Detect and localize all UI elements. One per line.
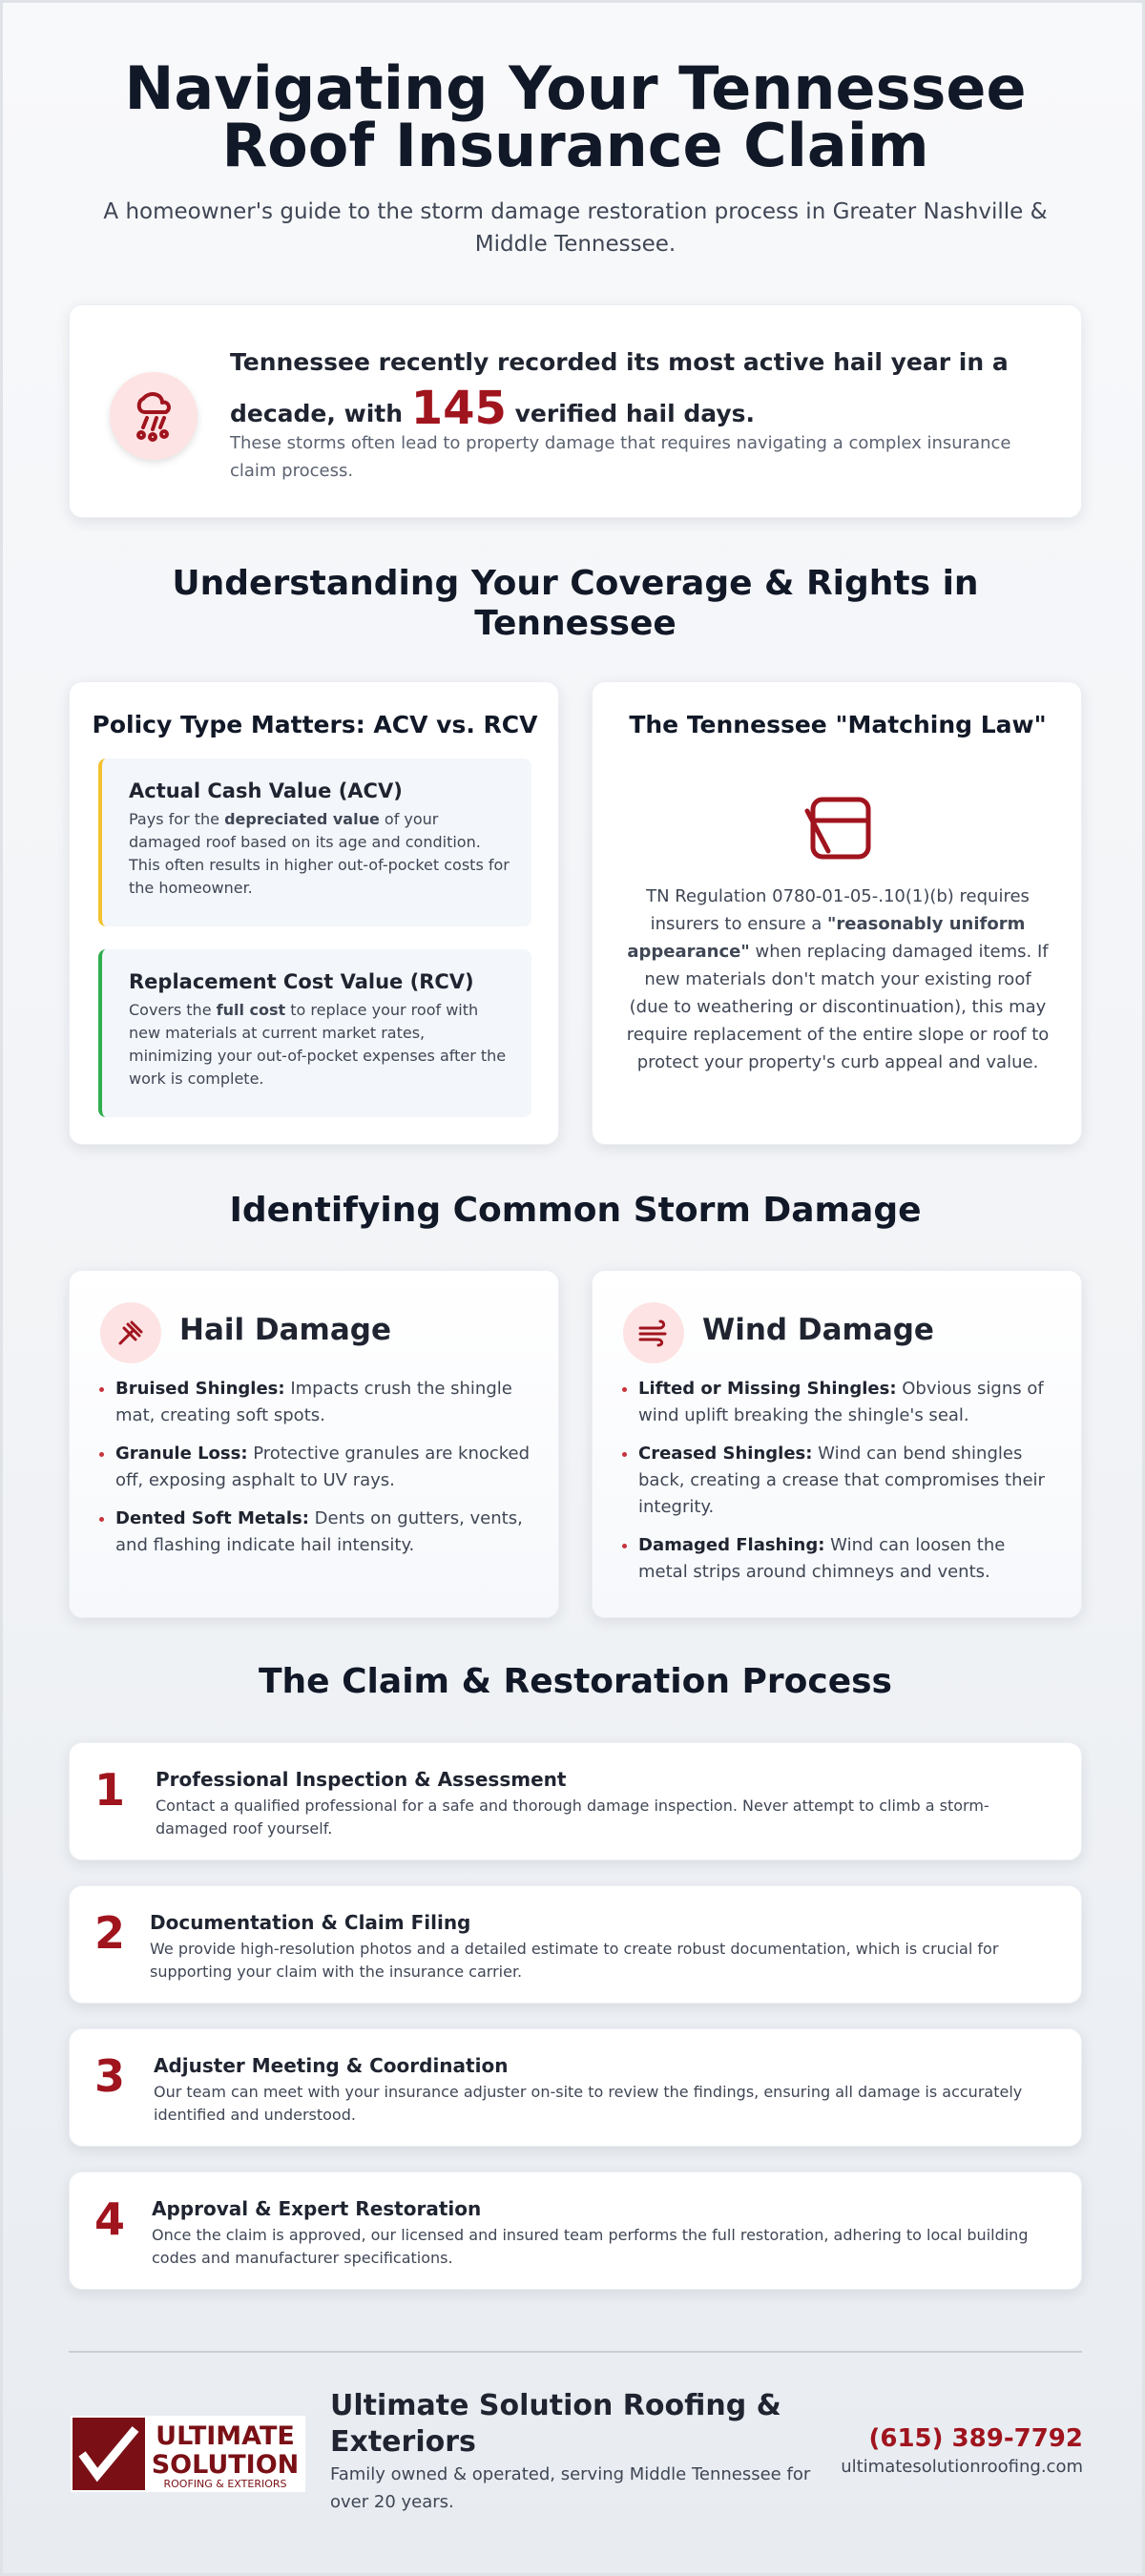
hail-damage-list bbox=[96, 1376, 535, 1570]
hail-days-number: 145 bbox=[410, 382, 507, 435]
rcv-title: Replacement Cost Value (RCV) bbox=[129, 970, 474, 993]
step-title: Adjuster Meeting & Coordination bbox=[154, 2054, 509, 2077]
wind-damage-list bbox=[619, 1376, 1058, 1597]
step-title: Professional Inspection & Assessment bbox=[156, 1768, 567, 1791]
acv-box bbox=[98, 758, 531, 926]
stat-headline-end: verified hail days. bbox=[506, 400, 756, 427]
hail-storm-icon bbox=[110, 372, 198, 460]
item-text: Dents on gutters, vents, and flashing indicate hail intensity. bbox=[115, 1508, 523, 1555]
wind-icon bbox=[623, 1302, 684, 1363]
item-label: Dented Soft Metals: bbox=[115, 1508, 309, 1528]
item-text: Obvious signs of wind uplift breaking the shingle's seal. bbox=[638, 1379, 1044, 1425]
matching-law-card bbox=[592, 681, 1082, 1145]
law-card-heading: The Tennessee "Matching Law" bbox=[629, 711, 1047, 738]
logo-line-1: ULTIMATE bbox=[156, 2421, 295, 2451]
item-text: Impacts crush the shingle mat, creating soft spots. bbox=[115, 1379, 512, 1425]
acv-text-start: Pays for the bbox=[129, 810, 225, 828]
list-item bbox=[619, 1441, 1058, 1521]
hail-damage-heading: Hail Damage bbox=[179, 1313, 391, 1347]
stat-note: These storms often lead to property damage that requires navigating a complex insurance claim process. bbox=[230, 433, 1011, 481]
coverage-section-title: Understanding Your Coverage & Rights in Tennessee bbox=[172, 564, 979, 643]
step-number: 4 bbox=[94, 2193, 126, 2245]
item-text: Protective granules are knocked off, exposing asphalt to UV rays. bbox=[115, 1444, 531, 1490]
damage-section-title: Identifying Common Storm Damage bbox=[229, 1191, 922, 1230]
website-link[interactable]: ultimatesolutionroofing.com bbox=[841, 2457, 1083, 2477]
company-tagline: Family owned & operated, serving Middle Tennessee for over 20 years. bbox=[330, 2464, 811, 2512]
list-item bbox=[96, 1376, 535, 1429]
logo-line-3: ROOFING & EXTERIORS bbox=[163, 2478, 287, 2490]
law-text-bold: "reasonably uniform appearance" bbox=[627, 914, 1026, 962]
list-item bbox=[619, 1376, 1058, 1429]
law-text-end: when replacing damaged items. If new materials don't match your existing roof (due to weathering or discontinuation), this may require replacement of the entire slope or roof to protect your property's curb appeal and value. bbox=[626, 942, 1050, 1072]
item-label: Lifted or Missing Shingles: bbox=[638, 1379, 897, 1399]
process-step bbox=[69, 2028, 1082, 2147]
list-item bbox=[96, 1506, 535, 1559]
law-text-start: TN Regulation 0780-01-05-.10(1)(b) requires insurers to ensure a bbox=[646, 886, 1030, 934]
page-title: Navigating Your Tennessee Roof Insurance Claim bbox=[124, 53, 1027, 180]
step-title: Approval & Expert Restoration bbox=[152, 2197, 482, 2220]
hail-damage-card bbox=[69, 1270, 559, 1618]
page-subtitle: A homeowner's guide to the storm damage restoration process in Greater Nashville & Middle Tennessee. bbox=[103, 199, 1048, 257]
list-item bbox=[619, 1532, 1058, 1586]
acv-description bbox=[129, 808, 510, 900]
item-text: Wind can loosen the metal strips around chimneys and vents. bbox=[638, 1535, 1006, 1582]
item-label: Granule Loss: bbox=[115, 1444, 248, 1464]
stat-headline-start: Tennessee recently recorded its most active hail year in a decade, with bbox=[230, 348, 1009, 427]
acv-title: Actual Cash Value (ACV) bbox=[129, 779, 403, 802]
rcv-text-end: to replace your roof with new materials at current market rates, minimizing your out-of-pocket expenses after the work is complete. bbox=[129, 1001, 507, 1088]
item-label: Bruised Shingles: bbox=[115, 1379, 285, 1399]
step-description: Once the claim is approved, our licensed and insured team performs the full restoration, adhering to local building codes and manufacturer specifications. bbox=[152, 2226, 1029, 2267]
policy-card-heading: Policy Type Matters: ACV vs. RCV bbox=[92, 711, 538, 738]
law-description bbox=[625, 883, 1051, 1076]
step-number: 2 bbox=[94, 1907, 126, 1959]
step-description: Our team can meet with your insurance adjuster on-site to review the findings, ensuring all damage is accurately identified and understood. bbox=[154, 2083, 1023, 2124]
hammer-icon bbox=[100, 1302, 161, 1363]
step-number: 3 bbox=[94, 2050, 126, 2102]
phone-link[interactable]: (615) 389-7792 bbox=[868, 2424, 1083, 2453]
stat-headline bbox=[230, 340, 1041, 437]
acv-text-end: of your damaged roof based on its age and condition. This often results in higher out-of-pocket costs for the homeowner. bbox=[129, 810, 510, 897]
process-section-title: The Claim & Restoration Process bbox=[259, 1662, 892, 1701]
matching-swatch-icon bbox=[800, 792, 876, 868]
process-step bbox=[69, 1742, 1082, 1860]
item-label: Damaged Flashing: bbox=[638, 1535, 825, 1555]
item-text: Wind can bend shingles back, creating a crease that compromises their integrity. bbox=[638, 1444, 1045, 1517]
policy-type-card bbox=[69, 681, 559, 1145]
footer-divider bbox=[69, 2351, 1082, 2353]
company-logo bbox=[71, 2416, 305, 2492]
wind-damage-heading: Wind Damage bbox=[702, 1313, 934, 1347]
list-item bbox=[96, 1441, 535, 1494]
process-step bbox=[69, 2171, 1082, 2290]
step-title: Documentation & Claim Filing bbox=[150, 1911, 471, 1934]
hail-stat-card bbox=[69, 304, 1082, 518]
item-label: Creased Shingles: bbox=[638, 1444, 813, 1464]
step-description: Contact a qualified professional for a safe and thorough damage inspection. Never attempt to climb a storm-damaged roof yourself. bbox=[156, 1797, 989, 1838]
rcv-text-start: Covers the bbox=[129, 1001, 217, 1019]
rcv-description bbox=[129, 999, 510, 1091]
process-step bbox=[69, 1885, 1082, 2004]
step-description: We provide high-resolution photos and a detailed estimate to create robust documentation, which is crucial for supporting your claim with the insurance carrier. bbox=[150, 1940, 999, 1981]
rcv-text-bold: full cost bbox=[216, 1001, 286, 1019]
logo-line-2: SOLUTION bbox=[151, 2450, 300, 2480]
acv-text-bold: depreciated value bbox=[224, 810, 380, 828]
rcv-box bbox=[98, 949, 531, 1117]
company-name: Ultimate Solution Roofing & Exteriors bbox=[330, 2389, 781, 2459]
step-number: 1 bbox=[94, 1764, 126, 1816]
wind-damage-card bbox=[592, 1270, 1082, 1618]
